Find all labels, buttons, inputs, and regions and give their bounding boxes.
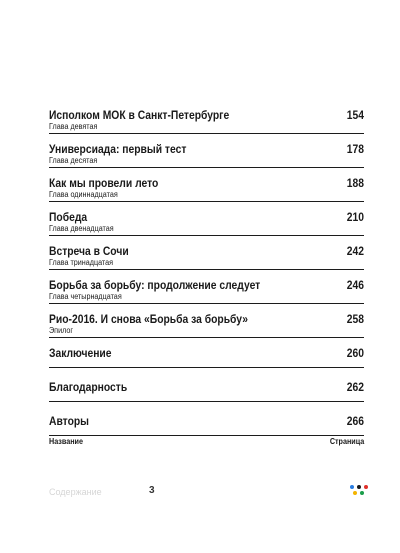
toc-entry-epilogue[interactable] — [49, 313, 364, 338]
toc-entry-title: Как мы провели лето — [49, 176, 159, 190]
ring-dot-black — [357, 485, 361, 489]
toc-entry-10[interactable] — [49, 143, 364, 168]
page-footer — [49, 485, 369, 501]
toc-entry-chapter: Глава двенадцатая — [49, 224, 114, 233]
toc-entry-page: 260 — [346, 346, 364, 360]
toc-entry-title: Авторы — [49, 414, 90, 428]
ring-dot-blue — [350, 485, 354, 489]
toc-entry-12[interactable] — [49, 211, 364, 236]
toc-entry-9[interactable] — [49, 109, 364, 134]
toc-entry-page: 262 — [346, 380, 364, 394]
toc-entry-title: Рио-2016. И снова «Борьба за борьбу» — [49, 312, 249, 326]
toc-entry-page: 154 — [346, 108, 364, 122]
toc-entry-title: Борьба за борьбу: продолжение следует — [49, 278, 261, 292]
toc-entry-page: 242 — [346, 244, 364, 258]
toc-entry-chapter: Глава четырнадцатая — [49, 292, 122, 301]
toc-entry-title: Исполком МОК в Санкт-Петербурге — [49, 108, 230, 122]
column-page-label: Страница — [329, 437, 364, 446]
toc-entry-page: 188 — [346, 176, 364, 190]
toc-entry-page: 246 — [346, 278, 364, 292]
toc-entry-chapter: Глава десятая — [49, 156, 98, 165]
toc-entry-authors[interactable] — [49, 415, 364, 436]
toc-entry-chapter: Глава тринадцатая — [49, 258, 114, 267]
toc-entry-13[interactable] — [49, 245, 364, 270]
toc-entry-chapter: Эпилог — [49, 326, 74, 335]
toc-column-legend — [49, 437, 364, 449]
page-number: 3 — [149, 485, 155, 496]
toc-entry-page: 210 — [346, 210, 364, 224]
toc-entry-title: Благодарность — [49, 380, 128, 394]
toc-entry-chapter: Глава одиннадцатая — [49, 190, 118, 199]
toc-entry-conclusion[interactable] — [49, 347, 364, 368]
toc-entry-title: Победа — [49, 210, 88, 224]
olympic-rings-icon — [350, 485, 370, 499]
toc-entry-chapter: Глава девятая — [49, 122, 98, 131]
toc-entry-14[interactable] — [49, 279, 364, 304]
section-name: Содержание — [49, 487, 102, 497]
toc-entry-title: Встреча в Сочи — [49, 244, 129, 258]
ring-dot-yellow — [353, 491, 357, 495]
table-of-contents — [49, 109, 364, 436]
toc-entry-page: 258 — [346, 312, 364, 326]
ring-dot-red — [364, 485, 368, 489]
toc-entry-page: 266 — [346, 414, 364, 428]
toc-entry-11[interactable] — [49, 177, 364, 202]
toc-entry-title: Универсиада: первый тест — [49, 142, 187, 156]
column-title-label: Название — [49, 437, 83, 446]
ring-dot-green — [360, 491, 364, 495]
toc-entry-page: 178 — [346, 142, 364, 156]
toc-entry-acknowledgements[interactable] — [49, 381, 364, 402]
toc-entry-title: Заключение — [49, 346, 112, 360]
